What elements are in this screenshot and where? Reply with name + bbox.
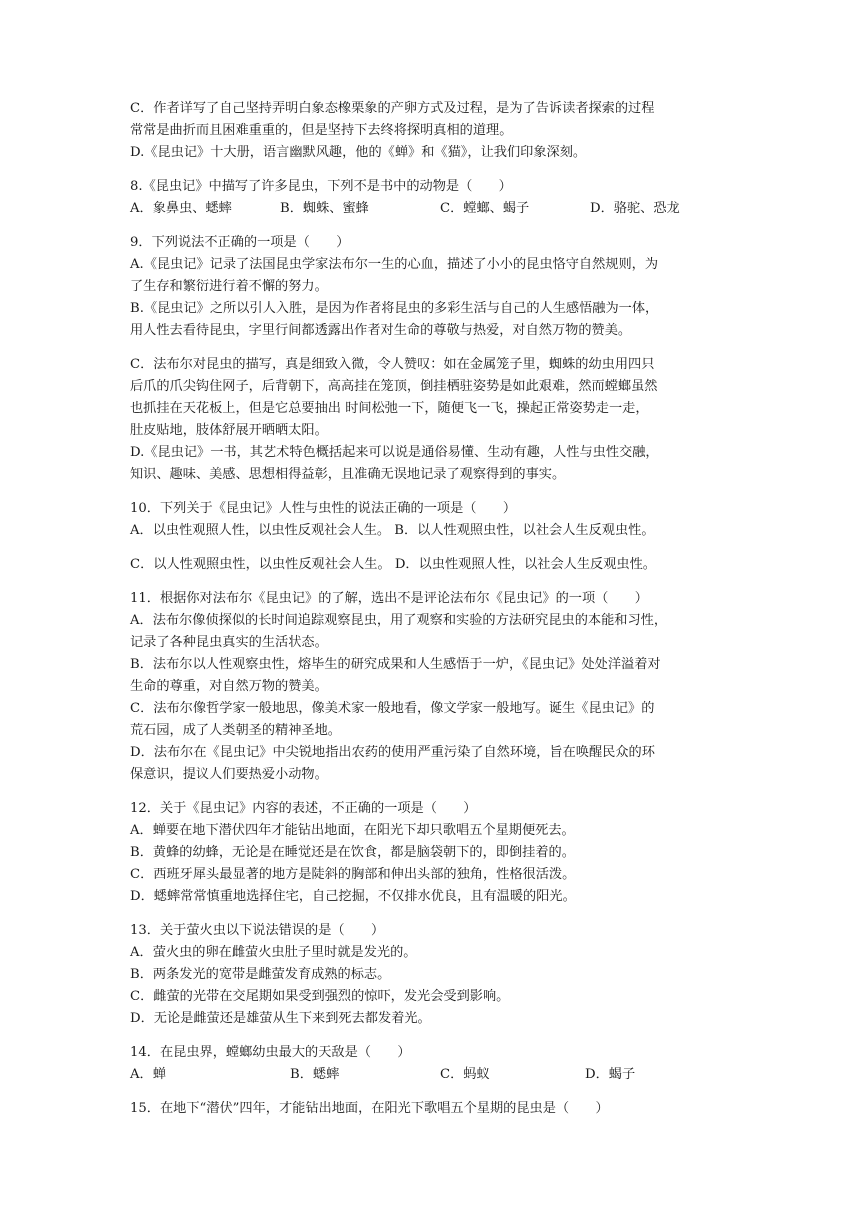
option-b-cont: 用人性去看待昆虫，字里行间都透露出作者对生命的尊敬与热爱，对自然万物的赞美。 xyxy=(130,323,632,338)
option-a: A.《昆虫记》记录了法国昆虫学家法布尔一生的心血，描述了小小的昆虫恪守自然规则，为 xyxy=(130,257,659,272)
option-d: D．骆驼、恐龙 xyxy=(590,201,680,216)
option-a: A．象鼻虫、蟋蟀 xyxy=(130,201,232,216)
option-b: B．蜘蛛、蜜蜂 xyxy=(280,201,369,216)
option-row xyxy=(130,198,730,220)
option-a: A．法布尔像侦探似的长时间追踪观察昆虫，用了观察和实验的方法研究昆虫的本能和习性， xyxy=(130,613,668,628)
option-d-cont: 知识、趣味、美感、思想相得益彰，且准确无误地记录了观察得到的事实。 xyxy=(130,467,566,482)
option-a-cont: 了生存和繁衍进行着不懈的努力。 xyxy=(130,279,328,294)
text-line: D.《昆虫记》十大册，语言幽默风趣，他的《蝉》和《猫》，让我们印象深刻。 xyxy=(130,145,587,160)
option-d: D．蝎子 xyxy=(585,1067,636,1082)
question-14 xyxy=(130,1042,730,1086)
option-a: A．蝉要在地下潜伏四年才能钻出地面，在阳光下却只歌唱五个星期便死去。 xyxy=(130,823,575,838)
option-a: A．蝉 xyxy=(130,1067,166,1082)
document-page xyxy=(130,98,730,1120)
option-d: D.《昆虫记》一书，其艺术特色概括起来可以说是通俗易懂、生动有趣，人性与虫性交融， xyxy=(130,445,659,460)
question-stem: 9．下列说法不正确的一项是（ ） xyxy=(130,235,350,250)
option-row xyxy=(130,1064,730,1086)
text-line: C．作者详写了自己坚持弄明白象态橡栗象的产卵方式及过程，是为了告诉读者探索的过程 xyxy=(130,101,655,116)
question-8 xyxy=(130,176,730,220)
option-row: C．以人性观照虫性，以虫性反观社会人生。 D．以虫性观照人性，以社会人生反观虫性。 xyxy=(130,557,656,572)
q7-options-continued xyxy=(130,98,730,164)
option-d: D．无论是雌萤还是雄萤从生下来到死去都发着光。 xyxy=(130,1011,431,1026)
option-c-cont: 荒石园，成了人类朝圣的精神圣地。 xyxy=(130,723,341,738)
question-13 xyxy=(130,920,730,1030)
question-stem: 13．关于萤火虫以下说法错误的是（ ） xyxy=(130,923,385,938)
option-c-cont: 也抓挂在天花板上，但是它总要抽出 时间松弛一下，随便飞一飞，操起正常姿势走一走， xyxy=(130,401,649,416)
question-9 xyxy=(130,232,730,486)
option-b: B.《昆虫记》之所以引人入胜，是因为作者将昆虫的多彩生活与自己的人生感悟融为一体， xyxy=(130,301,659,316)
question-11 xyxy=(130,588,730,786)
question-stem: 14．在昆虫界，螳螂幼虫最大的天敌是（ ） xyxy=(130,1045,411,1060)
option-c-cont: 后爪的爪尖钩住网子，后背朝下，高高挂在笼顶，倒挂栖驻姿势是如此艰难，然而螳螂虽然 xyxy=(130,379,658,394)
question-stem: 12．关于《昆虫记》内容的表述，不正确的一项是（ ） xyxy=(130,801,477,816)
option-c: C．蚂蚁 xyxy=(440,1067,490,1082)
question-stem: 11．根据你对法布尔《昆虫记》的了解，选出不是评论法布尔《昆虫记》的一项（ ） xyxy=(130,591,648,606)
option-c: C．西班牙犀头最显著的地方是陡斜的胸部和伸出头部的独角，性格很活泼。 xyxy=(130,867,576,882)
option-d-cont: 保意识，提议人们要热爱小动物。 xyxy=(130,767,328,782)
question-10 xyxy=(130,498,730,576)
option-b-cont: 生命的尊重，对自然万物的赞美。 xyxy=(130,679,328,694)
option-row: A．以虫性观照人性，以虫性反观社会人生。 B．以人性观照虫性，以社会人生反观虫性。 xyxy=(130,523,655,538)
option-d: D．蟋蟀常常慎重地选择住宅，自己挖掘，不仅排水优良，且有温暖的阳光。 xyxy=(130,889,576,904)
option-c: C．法布尔对昆虫的描写，真是细致入微，令人赞叹：如在金属笼子里，蜘蛛的幼虫用四只 xyxy=(130,357,655,372)
option-c-cont: 肚皮贴地，肢体舒展开晒晒太阳。 xyxy=(130,423,328,438)
option-c: C．法布尔像哲学家一般地思，像美术家一般地看，像文学家一般地写。诞生《昆虫记》的 xyxy=(130,701,655,716)
text-line: 常常是曲折而且困难重重的，但是坚持下去终将探明真相的道理。 xyxy=(130,123,513,138)
option-a: A．萤火虫的卵在雌萤火虫肚子里时就是发光的。 xyxy=(130,945,417,960)
option-b: B．两条发光的宽带是雌萤发育成熟的标志。 xyxy=(130,967,391,982)
question-stem: 10．下列关于《昆虫记》人性与虫性的说法正确的一项是（ ） xyxy=(130,501,517,516)
question-stem: 15．在地下“潜伏”四年，才能钻出地面，在阳光下歌唱五个星期的昆虫是（ ） xyxy=(130,1101,609,1116)
option-b: B．黄蜂的幼蜂，无论是在睡觉还是在饮食，都是脑袋朝下的，即倒挂着的。 xyxy=(130,845,575,860)
option-b: B．法布尔以人性观察虫性，熔毕生的研究成果和人生感悟于一炉，《昆虫记》处处洋溢着对 xyxy=(130,657,661,672)
question-stem: 8.《昆虫记》中描写了许多昆虫，下列不是书中的动物是（ ） xyxy=(130,179,512,194)
option-c: C．螳螂、蝎子 xyxy=(440,201,530,216)
option-a-cont: 记录了各种昆虫真实的生活状态。 xyxy=(130,635,328,650)
question-15 xyxy=(130,1098,730,1120)
option-b: B．蟋蟀 xyxy=(290,1067,340,1082)
question-12 xyxy=(130,798,730,908)
option-c: C．雌萤的光带在交尾期如果受到强烈的惊吓，发光会受到影响。 xyxy=(130,989,510,1004)
option-d: D．法布尔在《昆虫记》中尖锐地指出农药的使用严重污染了自然环境，旨在唤醒民众的环 xyxy=(130,745,655,760)
